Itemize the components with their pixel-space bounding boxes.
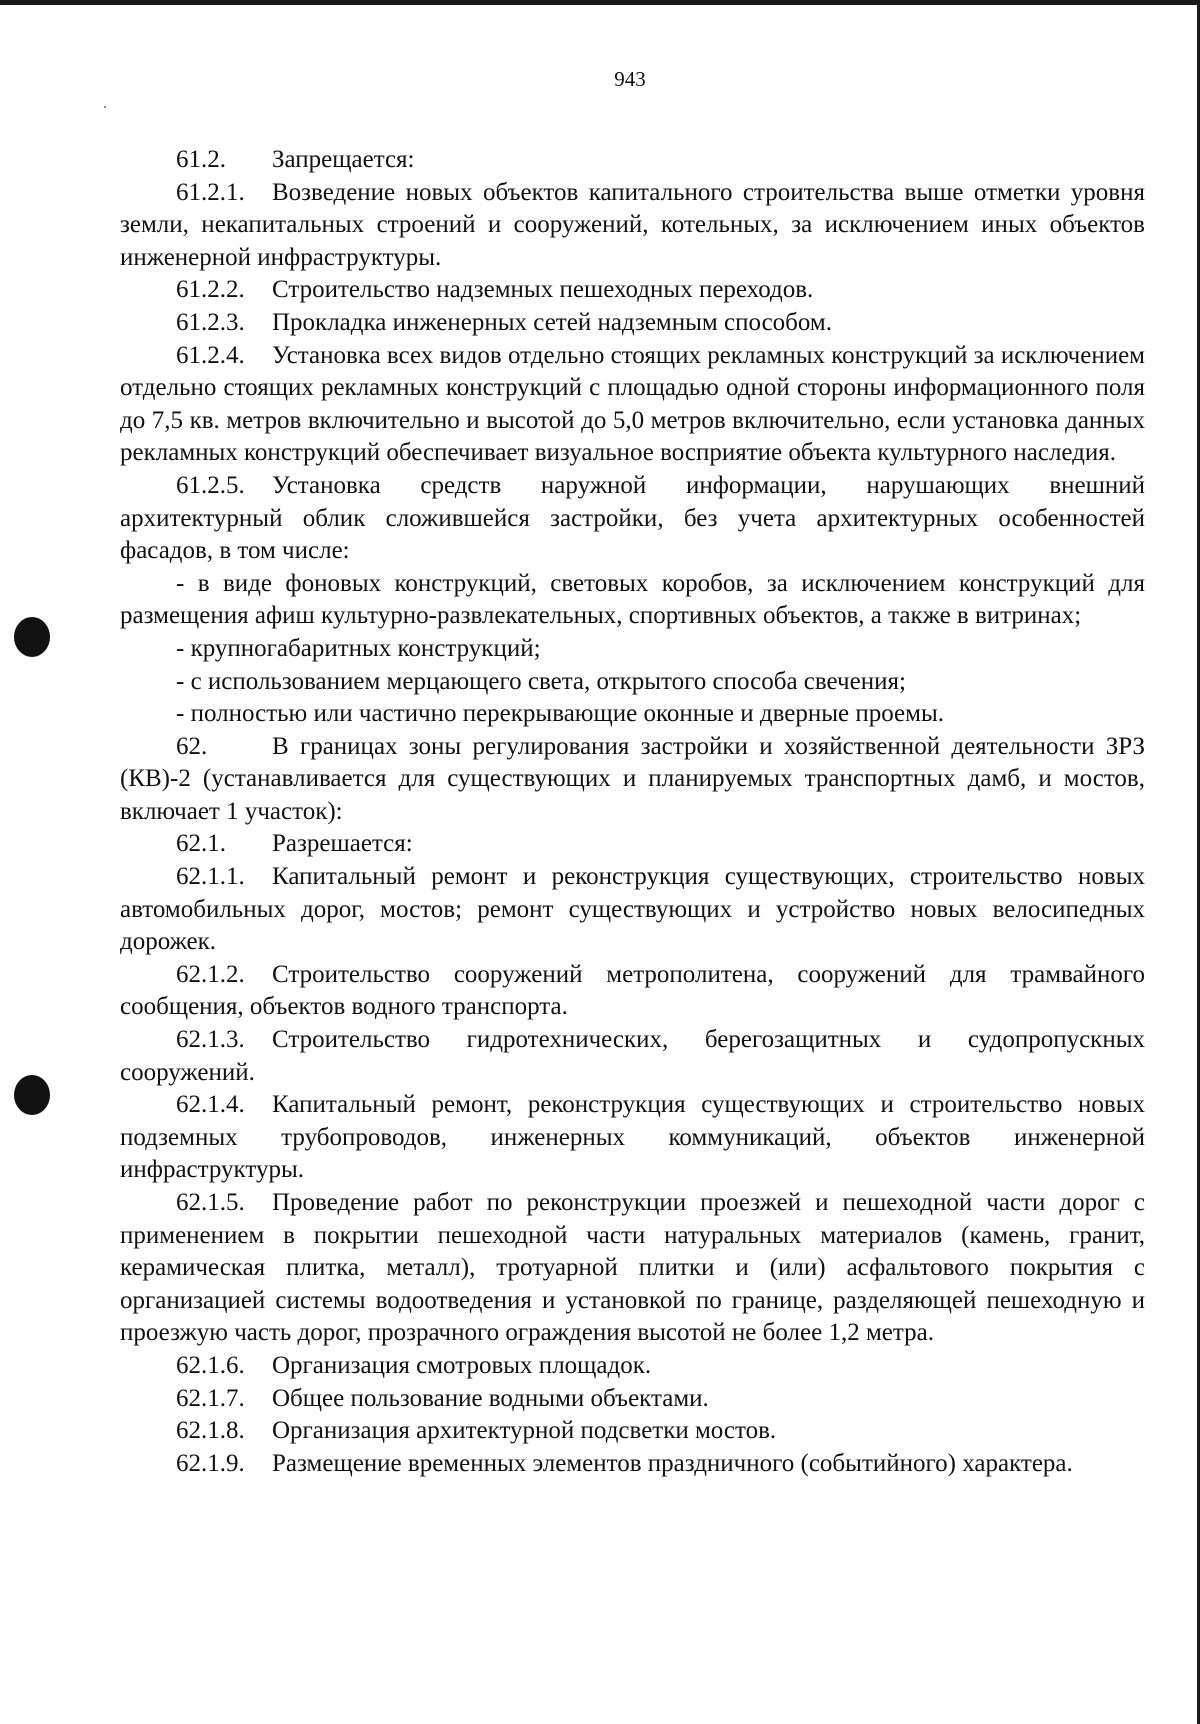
clause-number: 61.2.3. — [176, 308, 245, 336]
clause-text: Строительство сооружений метрополитена, сооружений для трамвайного сообщения, объектов водного транспорта. — [120, 960, 1145, 1021]
clause-text: Организация смотровых площадок. — [272, 1351, 652, 1379]
paragraph — [120, 1448, 1145, 1481]
clause-number: 62.1. — [176, 830, 226, 858]
clause-text: Размещение временных элементов праздничного (событийного) характера. — [272, 1449, 1073, 1477]
list-item-text: - с использованием мерцающего света, открытого способа свечения; — [176, 667, 906, 695]
clause-number: 61.2.1. — [176, 178, 245, 206]
clause-text: Строительство надземных пешеходных переходов. — [272, 276, 814, 304]
paragraph — [120, 1383, 1145, 1416]
clause-text: Установка всех видов отдельно стоящих рекламных конструкций за исключением отдельно стоящих рекламных конструкций с площадью одной стороны информационного поля до 7,5 кв. метров включительно и высотой до 5,0 метров включительно, если установка данных рекламных конструкций обеспечивает визуальное восприятие объекта культурного наследия. — [120, 341, 1145, 467]
punch-hole-mark — [14, 617, 50, 657]
paragraph — [120, 144, 1145, 177]
clause-number: 62.1.4. — [176, 1091, 245, 1119]
clause-number: 61.2. — [176, 146, 226, 173]
paragraph — [120, 274, 1145, 307]
paragraph — [120, 861, 1145, 959]
document-body — [120, 144, 1145, 1480]
paragraph — [120, 1350, 1145, 1383]
list-item — [120, 633, 1145, 666]
clause-number: 61.2.5. — [176, 471, 245, 499]
clause-text: Капитальный ремонт и реконструкция существующих, строительство новых автомобильных дорог, мостов; ремонт существующих и устройство новых велосипедных дорожек. — [120, 863, 1145, 956]
clause-text: Организация архитектурной подсветки мостов. — [272, 1417, 777, 1445]
clause-text: В границах зоны регулирования застройки и хозяйственной деятельности ЗРЗ (КВ)-2 (устанавливается для существующих и планируемых транспортных дамб, и мостов, включает 1 участок): — [120, 732, 1145, 825]
clause-text: Прокладка инженерных сетей надземным способом. — [272, 308, 832, 336]
list-item-text: - крупногабаритных конструкций; — [176, 634, 541, 662]
paragraph — [120, 1187, 1145, 1350]
clause-number: 62.1.9. — [176, 1449, 245, 1477]
paragraph — [120, 1089, 1145, 1187]
list-item — [120, 568, 1145, 633]
clause-number: 62.1.2. — [176, 960, 245, 988]
clause-text: Разрешается: — [272, 830, 413, 858]
clause-number: 62.1.5. — [176, 1189, 245, 1216]
clause-number: 62. — [176, 732, 208, 760]
clause-text: Установка средств наружной информации, нарушающих внешний архитектурный облик сложившейся застройки, без учета архитектурных особенностей фасадов, в том числе: — [120, 471, 1145, 565]
paragraph — [120, 177, 1145, 275]
clause-number: 61.2.4. — [176, 341, 245, 369]
clause-text: Запрещается: — [272, 146, 415, 173]
clause-number: 62.1.3. — [176, 1026, 245, 1054]
clause-number: 62.1.8. — [176, 1417, 245, 1445]
scan-speck — [104, 106, 106, 108]
clause-text: Возведение новых объектов капитального строительства выше отметки уровня земли, некапитальных строений и сооружений, котельных, за исключением иных объектов инженерной инфраструктуры. — [120, 178, 1145, 271]
paragraph — [120, 828, 1145, 861]
clause-number: 62.1.1. — [176, 863, 245, 891]
list-item-text: - в виде фоновых конструкций, световых коробов, за исключением конструкций для размещения афиш культурно-развлекательных, спортивных объектов, а также в витринах; — [120, 569, 1145, 630]
paragraph — [120, 731, 1145, 829]
clause-number: 62.1.6. — [176, 1351, 245, 1379]
paragraph — [120, 1415, 1145, 1448]
clause-text: Капитальный ремонт, реконструкция существующих и строительство новых подземных трубопроводов, инженерных коммуникаций, объектов инженерной инфраструктуры. — [120, 1091, 1145, 1184]
paragraph — [120, 959, 1145, 1024]
list-item — [120, 666, 1145, 699]
clause-number: 62.1.7. — [176, 1384, 245, 1412]
paragraph — [120, 470, 1145, 568]
clause-text: Проведение работ по реконструкции проезжей и пешеходной части дорог с применением в покрытии пешеходной части натуральных материалов (камень, гранит, керамическая плитка, металл), тротуарной плитки и (или) асфальтового покрытия с организацией системы водоотведения и установкой по границе, разделяющей пешеходную и проезжую часть дорог, прозрачного ограждения высотой не более 1,2 метра. — [120, 1189, 1145, 1347]
page-number: 943 — [614, 67, 646, 91]
clause-number: 61.2.2. — [176, 276, 245, 304]
paragraph — [120, 1024, 1145, 1089]
list-item-text: - полностью или частично перекрывающие оконные и дверные проемы. — [176, 700, 944, 728]
punch-hole-mark — [14, 1075, 50, 1115]
scan-border-top — [0, 0, 1200, 5]
list-item — [120, 698, 1145, 731]
paragraph — [120, 307, 1145, 340]
paragraph — [120, 340, 1145, 470]
clause-text: Строительство гидротехнических, берегозащитных и судопропускных сооружений. — [120, 1026, 1145, 1086]
clause-text: Общее пользование водными объектами. — [272, 1384, 709, 1412]
